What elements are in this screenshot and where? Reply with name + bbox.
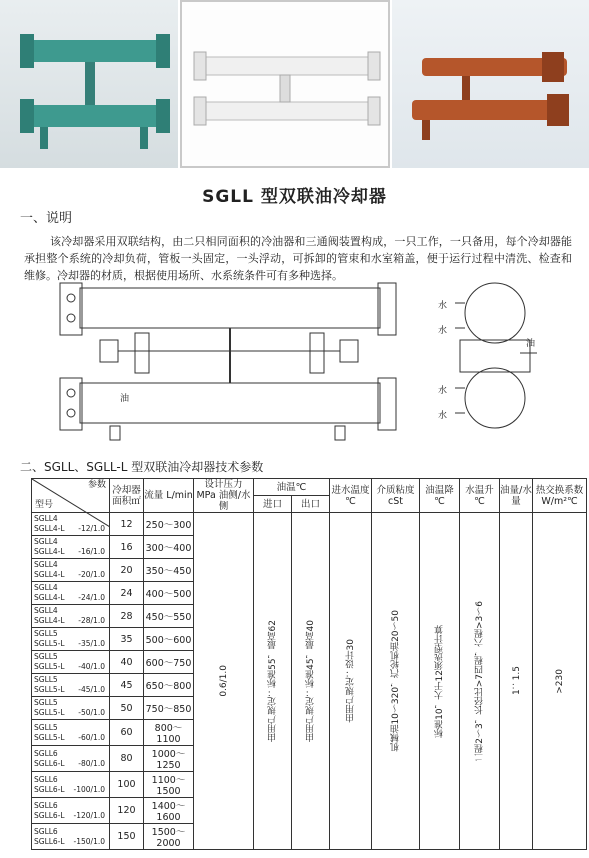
- flow-cell: 750～850: [144, 697, 194, 720]
- table-body: [32, 513, 587, 850]
- area-cell: 35: [110, 628, 144, 651]
- diagram-label-water-3: 水: [438, 386, 448, 396]
- header-viscosity: 介质粘度 cSt: [372, 479, 420, 513]
- water-rise: 二程2～3，长径比>7四程，六程>3～6: [475, 600, 486, 762]
- model-name-l: SGLL5-L: [34, 662, 65, 671]
- model-name-l: SGLL5-L: [34, 639, 65, 648]
- header-water-rise: 水温升 ℃: [460, 479, 500, 513]
- model-spec: -150/1.0: [73, 836, 105, 846]
- oil-in: 由用户规定：标准55，最高62: [268, 620, 278, 742]
- model-name: SGLL5: [34, 629, 58, 638]
- model-spec: -12/1.0: [78, 524, 105, 533]
- viscosity: 机械油10～320，汽轮机油20～50: [391, 610, 402, 752]
- flow-cell: 450～550: [144, 605, 194, 628]
- area-cell: 150: [110, 824, 144, 850]
- ratio: 1：1.5: [511, 666, 522, 696]
- header-param-model: [32, 479, 110, 513]
- oil-out-cell: [292, 513, 330, 850]
- green-cooler-illustration: [0, 0, 178, 168]
- model-name: SGLL5: [34, 698, 58, 707]
- model-name-l: SGLL6-L: [34, 810, 65, 820]
- spec-table: [31, 478, 587, 850]
- flow-cell: 350～450: [144, 559, 194, 582]
- photo-white-cooler: [180, 0, 390, 168]
- photo-green-cooler: [0, 0, 178, 168]
- model-cell: [32, 824, 110, 850]
- oil-out: 由用户规定：标准45，最高40: [306, 620, 316, 742]
- header-water-in: 进水温度 ℃: [330, 479, 372, 513]
- oil-drop: 标准10，大于12须选型计算: [435, 624, 446, 738]
- model-name-l: SGLL5-L: [34, 708, 65, 717]
- model-spec: -24/1.0: [78, 593, 105, 602]
- header-area: 冷却器面积㎡: [110, 479, 144, 513]
- flow-cell: 650～800: [144, 674, 194, 697]
- model-name: SGLL5: [34, 652, 58, 661]
- diagram-label-water-1: 水: [438, 301, 448, 311]
- red-cooler-illustration: [392, 0, 589, 168]
- engineering-drawing: [40, 278, 540, 448]
- model-name: SGLL6: [34, 748, 58, 758]
- flow-cell: 600～750: [144, 651, 194, 674]
- oil-in-cell: [254, 513, 292, 850]
- header-oil-out: 出口: [292, 496, 330, 513]
- model-name-l: SGLL4-L: [34, 616, 65, 625]
- model-cell: [32, 798, 110, 824]
- area-cell: 20: [110, 559, 144, 582]
- model-name: SGLL6: [34, 774, 58, 784]
- model-name: SGLL5: [34, 722, 58, 732]
- area-cell: 60: [110, 720, 144, 746]
- model-cell: [32, 559, 110, 582]
- model-spec: -45/1.0: [78, 685, 105, 694]
- diagram-label-oil: 油: [120, 394, 130, 404]
- model-spec: -40/1.0: [78, 662, 105, 671]
- pressure-cell: [194, 513, 254, 850]
- model-name-l: SGLL4-L: [34, 570, 65, 579]
- flow-cell: 300～400: [144, 536, 194, 559]
- model-cell: [32, 720, 110, 746]
- coef: >230: [554, 668, 565, 694]
- model-name: SGLL6: [34, 826, 58, 836]
- coef-cell: [533, 513, 587, 850]
- diagram-label-water-4: 水: [438, 411, 448, 421]
- model-cell: [32, 605, 110, 628]
- model-name-l: SGLL6-L: [34, 836, 65, 846]
- pressure: 0.6/1.0: [218, 665, 229, 697]
- section2-heading: 二、SGLL、SGLL-L 型双联油冷却器技术参数: [20, 460, 264, 474]
- area-cell: 40: [110, 651, 144, 674]
- cooler-drawing: [40, 278, 540, 448]
- model-spec: -28/1.0: [78, 616, 105, 625]
- viscosity-cell: [372, 513, 420, 850]
- header-param: 参数: [87, 480, 106, 490]
- diagram-label-oil-side: 油: [526, 339, 536, 349]
- table-row: [32, 513, 587, 536]
- model-name: SGLL4: [34, 583, 58, 592]
- model-name-l: SGLL6-L: [34, 784, 65, 794]
- model-cell: [32, 746, 110, 772]
- model-cell: [32, 697, 110, 720]
- model-cell: [32, 536, 110, 559]
- flow-cell: 500～600: [144, 628, 194, 651]
- area-cell: 24: [110, 582, 144, 605]
- area-cell: 28: [110, 605, 144, 628]
- area-cell: 80: [110, 746, 144, 772]
- model-name: SGLL5: [34, 675, 58, 684]
- ratio-cell: [500, 513, 533, 850]
- header-model: 型号: [35, 500, 54, 510]
- flow-cell: 1400～1600: [144, 798, 194, 824]
- flow-cell: 250～300: [144, 513, 194, 536]
- model-cell: [32, 582, 110, 605]
- flow-cell: 400～500: [144, 582, 194, 605]
- area-cell: 12: [110, 513, 144, 536]
- model-name-l: SGLL5-L: [34, 732, 65, 742]
- model-cell: [32, 772, 110, 798]
- header-flow: 流量 L/min: [144, 479, 194, 513]
- model-spec: -50/1.0: [78, 708, 105, 717]
- product-photos: [0, 0, 589, 170]
- section1-text: 该冷却器采用双联结构，由二只相同面积的冷油器和三通阀装置构成，一只工作，一只备用，每个冷却器能承担整个系统的冷却负荷，管板一头固定，一头浮动，可拆卸的管束和水室箱盖，便于运行过程中清洗、检查和维修。冷却器的材质，根据使用场所、水系统条件可有多种选择。: [24, 235, 572, 282]
- header-pressure: 设计压力 MPa 油侧/水侧: [194, 479, 254, 513]
- model-name: SGLL4: [34, 560, 58, 569]
- table-header-row-1: [32, 479, 587, 496]
- page-title: SGLL 型双联油冷却器: [202, 187, 387, 207]
- area-cell: 120: [110, 798, 144, 824]
- diagram-label-water-2: 水: [438, 326, 448, 336]
- section1-heading: 一、说明: [20, 211, 73, 226]
- oil-drop-cell: [420, 513, 460, 850]
- flow-cell: 1100～1500: [144, 772, 194, 798]
- header-coef: 热交换系数 W/m²℃: [533, 479, 587, 513]
- water-in: 由用户规定：设计30: [346, 639, 357, 723]
- area-cell: 50: [110, 697, 144, 720]
- header-oil-in: 进口: [254, 496, 292, 513]
- header-ratio: 油量/水量: [500, 479, 533, 513]
- model-spec: -120/1.0: [73, 810, 105, 820]
- model-spec: -20/1.0: [78, 570, 105, 579]
- model-name: SGLL4: [34, 537, 58, 546]
- model-name: SGLL4: [34, 606, 58, 615]
- model-cell: [32, 628, 110, 651]
- model-spec: -80/1.0: [78, 758, 105, 768]
- model-spec: -35/1.0: [78, 639, 105, 648]
- area-cell: 16: [110, 536, 144, 559]
- flow-cell: 1000～1250: [144, 746, 194, 772]
- model-name: SGLL6: [34, 800, 58, 810]
- model-name-l: SGLL4-L: [34, 524, 65, 533]
- model-name-l: SGLL6-L: [34, 758, 65, 768]
- header-oil-drop: 油温降 ℃: [420, 479, 460, 513]
- model-cell: [32, 651, 110, 674]
- model-name: SGLL4: [34, 514, 58, 523]
- water-in-cell: [330, 513, 372, 850]
- model-spec: -100/1.0: [73, 784, 105, 794]
- flow-cell: 800～1100: [144, 720, 194, 746]
- photo-red-cooler: [392, 0, 589, 168]
- model-spec: -16/1.0: [78, 547, 105, 556]
- water-rise-cell: [460, 513, 500, 850]
- area-cell: 45: [110, 674, 144, 697]
- model-name-l: SGLL4-L: [34, 547, 65, 556]
- model-name-l: SGLL5-L: [34, 685, 65, 694]
- model-spec: -60/1.0: [78, 732, 105, 742]
- area-cell: 100: [110, 772, 144, 798]
- model-name-l: SGLL4-L: [34, 593, 65, 602]
- white-cooler-illustration: [182, 2, 388, 166]
- flow-cell: 1500～2000: [144, 824, 194, 850]
- header-oiltemp: 油温℃: [254, 479, 330, 496]
- model-cell: [32, 674, 110, 697]
